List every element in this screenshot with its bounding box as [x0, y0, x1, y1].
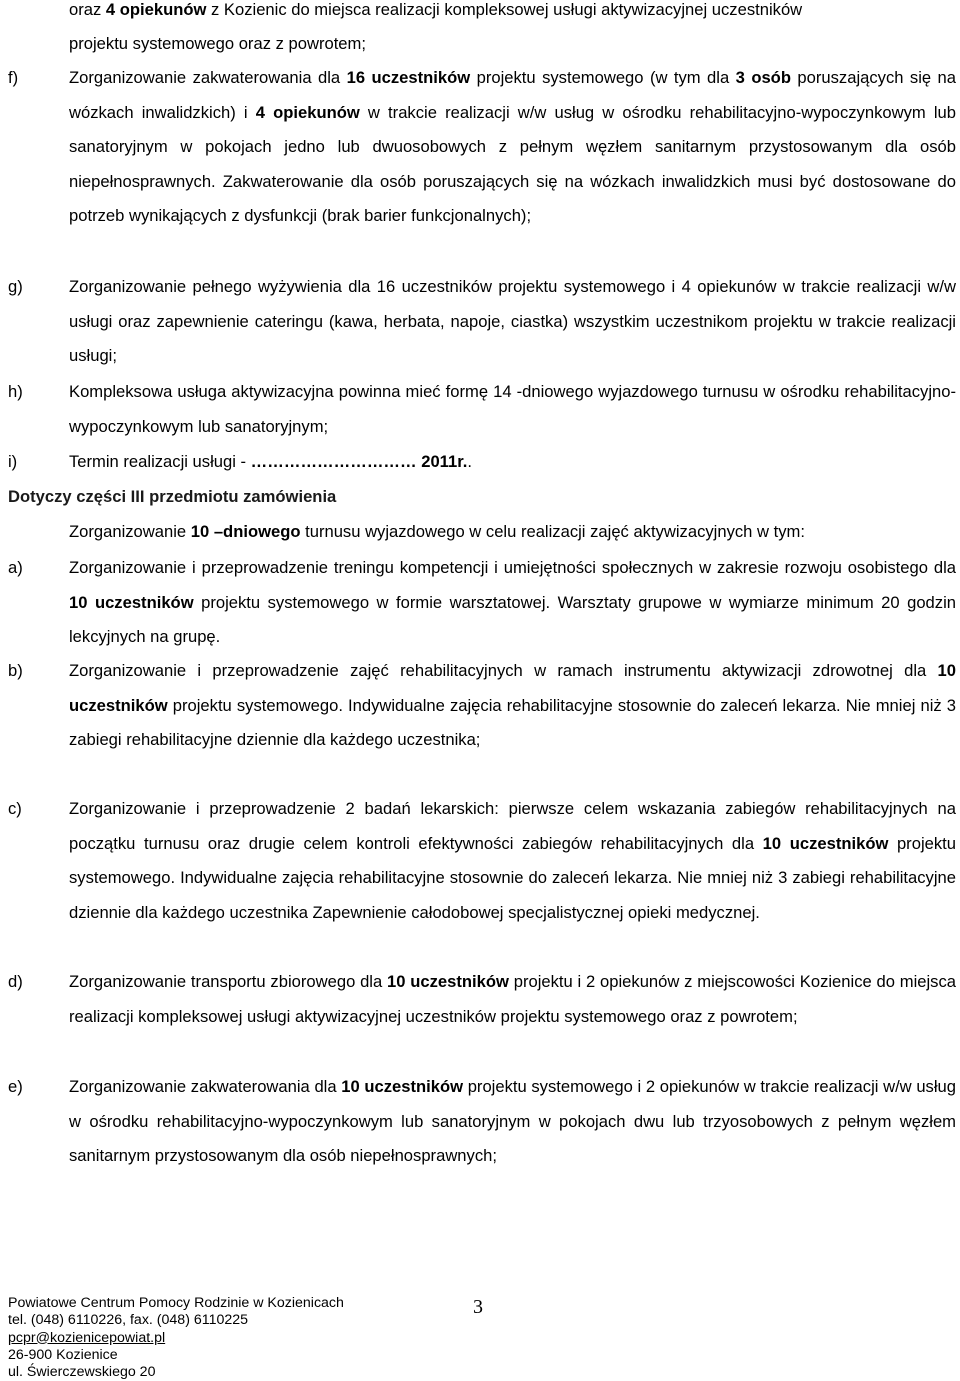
item-text: Zorganizowanie i przeprowadzenie treningu kompetencji i umiejętności społecznych w zakresie rozwoju osobistego dla 10 uczestników projektu systemowego w formie warsztatowej. Warsztaty grupowe w wymiarze minimum 20 godzin lekcyjnych na grupę.: [69, 558, 956, 646]
item-label: h): [8, 382, 23, 401]
text-run: z Kozienic do miejsca realizacji kompleksowej usługi aktywizacyjnej uczestników: [206, 0, 803, 19]
list-item-d: [8, 965, 956, 1034]
page-number: 3: [473, 1296, 483, 1318]
list-item-i: [8, 445, 956, 480]
item-label: e): [8, 1077, 23, 1096]
footer-phone: tel. (048) 6110226, fax. (048) 6110225: [8, 1312, 249, 1329]
item-text: Zorganizowanie i przeprowadzenie 2 badań lekarskich: pierwsze celem wskazania zabiegów rehabilitacyjnych na początku turnusu oraz drugie celem kontroli efektywności zabiegów rehabilitacyjnych dla 10 uczestników projektu systemowego. Indywidualne zajęcia rehabilitacyjne stosownie do zaleceń lekarza. Nie mniej niż 3 zabiegi rehabilitacyjne dziennie dla każdego uczestnika Zapewnienie całodobowej specjalistycznej opieki medycznej.: [69, 799, 956, 922]
item-text: Zorganizowanie zakwaterowania dla 16 uczestników projektu systemowego (w tym dla 3 osób poruszających się na wózkach inwalidzkich) i 4 opiekunów w trakcie realizacji w/w usług w ośrodku rehabilitacyjno-wypoczynkowym lub sanatoryjnym w pokojach jedno lub dwuosobowych z pełnym węzłem sanitarnym przystosowanym dla osób niepełnosprawnych. Zakwaterowanie dla osób poruszających się na wózkach inwalidzkich musi być dostosowane do potrzeb wynikających z dysfunkcji (brak barier funkcjonalnych);: [69, 68, 957, 225]
list-item-a: [8, 551, 956, 655]
list-item-e: [8, 1070, 956, 1174]
list-item-g: [8, 270, 956, 374]
item-text: Zorganizowanie transportu zbiorowego dla 10 uczestników projektu i 2 opiekunów z miejscowości Kozienice do miejsca realizacji kompleksowej usługi aktywizacyjnej uczestników projektu systemowego oraz z powrotem;: [69, 972, 956, 1026]
continuation-line-1: [69, 0, 959, 28]
section-heading: Dotyczy części III przedmiotu zamówienia: [8, 487, 337, 506]
item-text: Kompleksowa usługa aktywizacyjna powinna mieć formę 14 -dniowego wyjazdowego turnusu w ośrodku rehabilitacyjno-wypoczynkowym lub sanatoryjnym;: [69, 382, 956, 436]
continuation-line-2: projektu systemowego oraz z powrotem;: [69, 34, 366, 53]
item-label: b): [8, 661, 23, 680]
item-label: f): [8, 68, 19, 87]
item-text: Zorganizowanie pełnego wyżywienia dla 16 uczestników projektu systemowego i 4 opiekunów w trakcie realizacji w/w usługi oraz zapewnienie cateringu (kawa, herbata, napoje, ciastka) wszystkim uczestnikom projektu w trakcie realizacji usługi;: [69, 277, 956, 365]
item-text: Termin realizacji usługi - ………………………… 2011r..: [69, 452, 472, 471]
footer-postcode: 26-900 Kozienice: [8, 1346, 118, 1363]
footer-org: Powiatowe Centrum Pomocy Rodzinie w Kozienicach: [8, 1295, 344, 1311]
item-label: c): [8, 799, 22, 818]
bold-run: 4 opiekunów: [105, 0, 207, 19]
item-label: d): [8, 972, 23, 991]
item-label: a): [8, 558, 23, 577]
list-item-f: [8, 61, 956, 234]
list-item-b: [8, 654, 956, 758]
list-item-c: [8, 792, 956, 930]
footer-email-link[interactable]: pcpr@kozienicepowiat.pl: [8, 1329, 166, 1346]
item-label: g): [8, 277, 23, 296]
item-text: Zorganizowanie i przeprowadzenie zajęć rehabilitacyjnych w ramach instrumentu aktywizacji zdrowotnej dla 10 uczestników projektu systemowego. Indywidualne zajęcia rehabilitacyjne stosownie do zaleceń lekarza. Nie mniej niż 3 zabiegi rehabilitacyjne dziennie dla każdego uczestnika;: [69, 661, 956, 749]
item-text: Zorganizowanie zakwaterowania dla 10 uczestników projektu systemowego i 2 opiekunów w trakcie realizacji w/w usług w ośrodku rehabilitacyjno-wypoczynkowym lub sanatoryjnym w pokojach dwu lub trzyosobowych z pełnym węzłem sanitarnym przystosowanym dla osób niepełnosprawnych;: [69, 1077, 956, 1165]
text-run: oraz: [69, 0, 106, 19]
list-item-h: [8, 375, 956, 444]
footer-street: ul. Świerczewskiego 20: [8, 1364, 156, 1381]
section-intro: Zorganizowanie 10 –dniowego turnusu wyjazdowego w celu realizacji zajęć aktywizacyjnych w tym:: [69, 522, 805, 541]
item-label: i): [8, 452, 18, 471]
footer-address: [8, 1295, 344, 1381]
